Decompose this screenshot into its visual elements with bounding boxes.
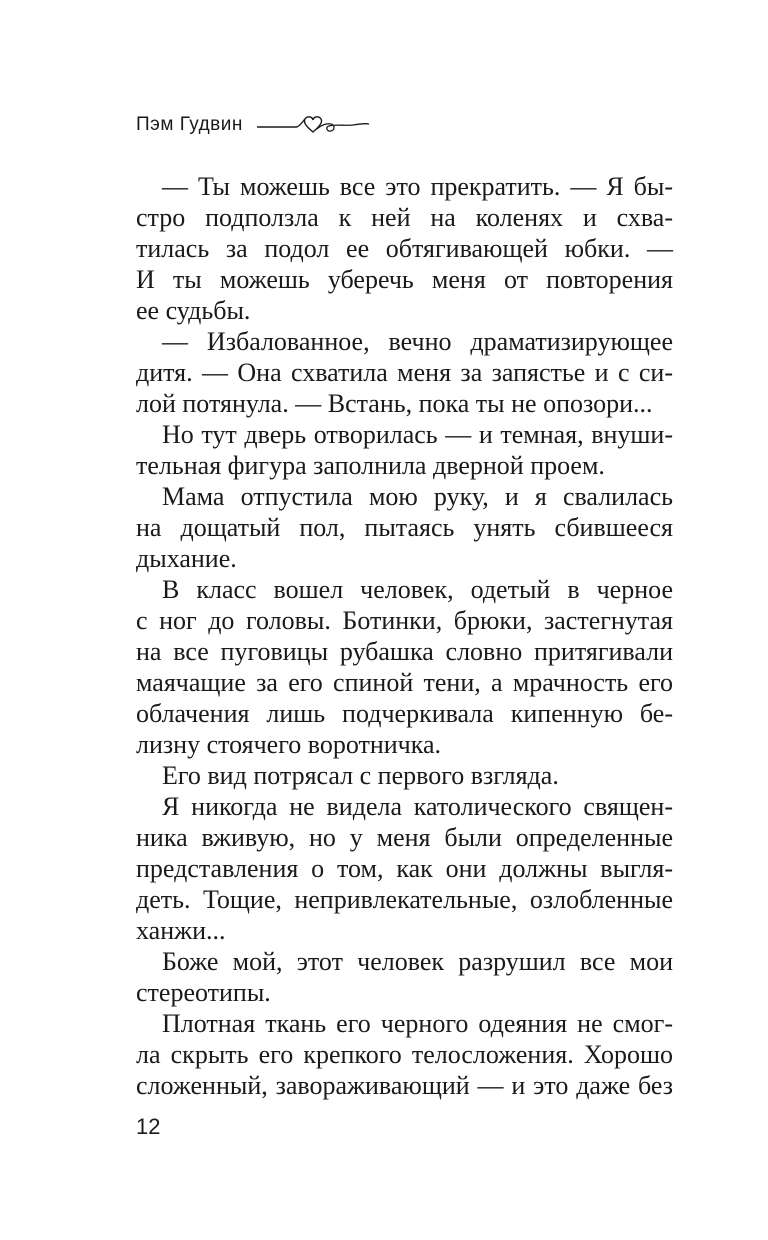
text-line: Боже мой, этот человек разрушил все мои (162, 947, 673, 976)
text-line: облачения лишь подчеркивала кипенную бе- (136, 699, 673, 728)
text-line: лизну стоячего воротничка. (136, 730, 442, 759)
text-line: лой потянула. — Встань, пока ты не опозори... (136, 389, 653, 418)
author-name: Пэм Гудвин (136, 114, 243, 135)
text-line: стереотипы. (136, 978, 271, 1007)
text-line: представления о том, как они должны выгля- (136, 854, 673, 883)
text-line: маячащие за его спиной тени, а мрачность его (136, 668, 673, 697)
text-line: деть. Тощие, непривлекательные, озлобленные (136, 885, 673, 914)
text-line: Плотная ткань его черного одеяния не смог- (162, 1009, 673, 1038)
text-line: Я никогда не видела католического священ- (162, 792, 673, 821)
text-line: дитя. — Она схватила меня за запястье и с си- (136, 358, 673, 387)
text-line: — Ты можешь все это прекратить. — Я бы- (162, 172, 673, 201)
text-line: ханжи... (136, 916, 226, 945)
text-line: Но тут дверь отворилась — и темная, внуши- (162, 420, 673, 449)
text-line: сложенный, завораживающий — и это даже без (136, 1071, 673, 1100)
text-line: ла скрыть его крепкого телосложения. Хорошо (136, 1040, 673, 1069)
text-line: тилась за подол ее обтягивающей юбки. — (136, 234, 673, 263)
text-line: Мама отпустила мою руку, и я свалилась (162, 482, 673, 511)
text-line: на дощатый пол, пытаясь унять сбившееся (136, 513, 673, 542)
text-line: ника вживую, но у меня были определенные (136, 823, 673, 852)
text-line: Его вид потрясал с первого взгляда. (162, 761, 559, 790)
body-text (136, 171, 673, 1101)
text-line: В класс вошел человек, одетый в черное (162, 575, 673, 604)
running-header (136, 110, 371, 140)
text-line: И ты можешь уберечь меня от повторения (136, 265, 673, 294)
text-line: на все пуговицы рубашка словно притягивали (136, 637, 673, 666)
text-line: стро подползла к ней на коленях и схва- (136, 203, 673, 232)
text-line: ее судьбы. (136, 296, 251, 325)
text-line: тельная фигура заполнила дверной проем. (136, 451, 605, 480)
page-number: 12 (136, 1114, 161, 1139)
heart-flourish-icon (255, 110, 371, 140)
text-line: дыхание. (136, 544, 237, 573)
text-line: с ног до головы. Ботинки, брюки, застегнутая (136, 606, 673, 635)
text-line: — Избалованное, вечно драматизирующее (162, 327, 673, 356)
